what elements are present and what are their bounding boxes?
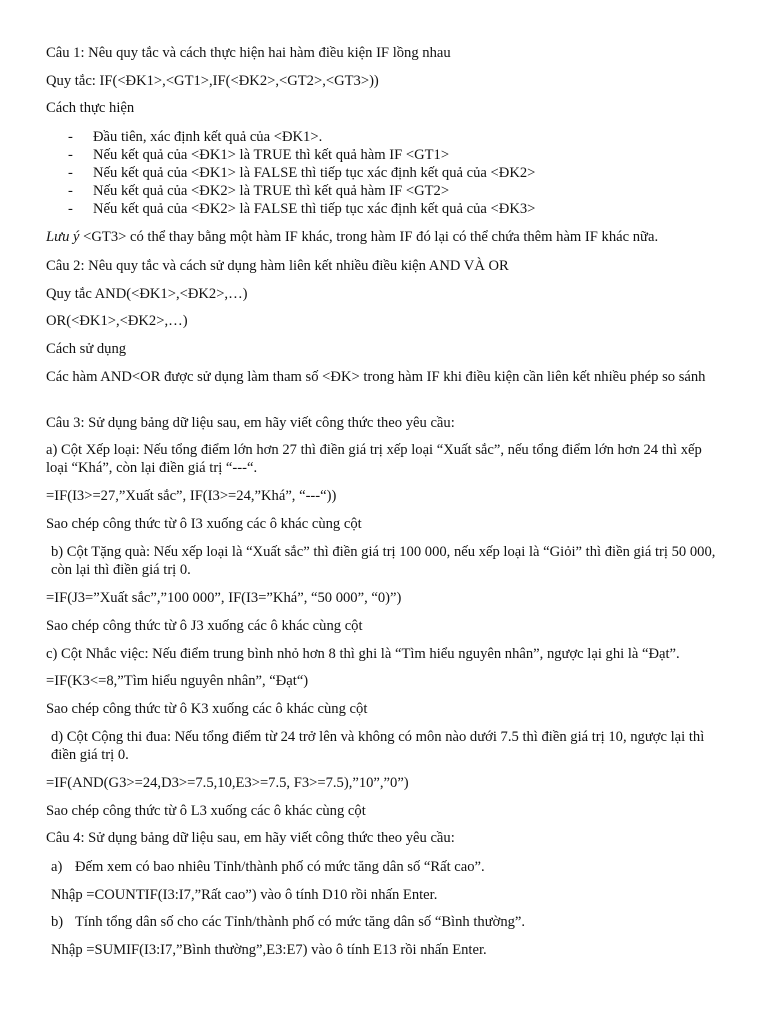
q1-step: Nếu kết quả của <ĐK2> là TRUE thì kết quả hàm IF <GT2> [93, 183, 450, 199]
q3-b-copy: Sao chép công thức từ ô J3 xuống các ô khác cùng cột [46, 618, 363, 634]
q1-step: Nếu kết quả của <ĐK1> là TRUE thì kết quả hàm IF <GT1> [93, 147, 450, 163]
q3-a-copy: Sao chép công thức từ ô I3 xuống các ô khác cùng cột [46, 516, 362, 532]
q2-usage-text: Các hàm AND<OR được sử dụng làm tham số <ĐK> trong hàm IF khi điều kiện cần liên kết nhiều phép so sánh [46, 369, 706, 385]
q3-b-text: b) Cột Tặng quà: Nếu xếp loại là “Xuất sắc” thì điền giá trị 100 000, nếu xếp loại là “Giỏi” thì điền giá trị 50 000, còn lại thì điền giá trị 0. [51, 544, 716, 578]
q1-note [46, 228, 658, 246]
q1-step: Nếu kết quả của <ĐK1> là FALSE thì tiếp tục xác định kết quả của <ĐK2> [93, 165, 536, 181]
q1-rule: Quy tắc: IF(<ĐK1>,<GT1>,IF(<ĐK2>,<GT2>,<GT3>)) [46, 73, 379, 89]
q2-title: Câu 2: Nêu quy tắc và cách sử dụng hàm liên kết nhiều điều kiện AND VÀ OR [46, 258, 509, 274]
q3-c-text: c) Cột Nhắc việc: Nếu điểm trung bình nhỏ hơn 8 thì ghi là “Tìm hiểu nguyên nhân”, ngược lại ghi là “Đạt”. [46, 646, 680, 662]
q3-title: Câu 3: Sử dụng bảng dữ liệu sau, em hãy viết công thức theo yêu cầu: [46, 415, 455, 431]
q1-note-label: Lưu ý [46, 229, 80, 245]
bullet-mark: - [68, 165, 73, 181]
q3-c-formula: =IF(K3<=8,”Tìm hiểu nguyên nhân”, “Đạt“) [46, 673, 309, 689]
q3-d-text: d) Cột Cộng thi đua: Nếu tổng điểm từ 24 trở lên và không có môn nào dưới 7.5 thì điền giá trị 10, ngược lại thì điền giá trị 0. [51, 729, 705, 763]
q1-step: Nếu kết quả của <ĐK2> là FALSE thì tiếp tục xác định kết quả của <ĐK3> [93, 201, 536, 217]
q4-b-answer: Nhập =SUMIF(I3:I7,”Bình thường”,E3:E7) vào ô tính E13 rồi nhấn Enter. [51, 942, 487, 958]
bullet-mark: - [68, 147, 73, 163]
bullet-mark: - [68, 183, 73, 199]
q4-b-text: Tính tổng dân số cho các Tỉnh/thành phố có mức tăng dân số “Bình thường”. [75, 914, 526, 930]
q3-a-text: a) Cột Xếp loại: Nếu tổng điểm lớn hơn 27 thì điền giá trị xếp loại “Xuất sắc”, nếu tổng điểm lớn hơn 24 thì xếp loại “Khá”, còn lại điền giá trị “---“. [46, 442, 702, 476]
bullet-mark: - [68, 201, 73, 217]
bullet-mark: - [68, 129, 73, 145]
q4-a-answer: Nhập =COUNTIF(I3:I7,”Rất cao”) vào ô tính D10 rồi nhấn Enter. [51, 887, 438, 903]
q1-method-heading: Cách thực hiện [46, 100, 135, 116]
q2-usage-heading: Cách sử dụng [46, 341, 127, 357]
q2-rule-and: Quy tắc AND(<ĐK1>,<ĐK2>,…) [46, 286, 248, 302]
q3-c-copy: Sao chép công thức từ ô K3 xuống các ô khác cùng cột [46, 701, 368, 717]
q1-title: Câu 1: Nêu quy tắc và cách thực hiện hai hàm điều kiện IF lồng nhau [46, 45, 451, 61]
q4-b-label: b) [51, 914, 64, 930]
q1-step: Đầu tiên, xác định kết quả của <ĐK1>. [93, 129, 323, 145]
q2-rule-or: OR(<ĐK1>,<ĐK2>,…) [46, 313, 188, 329]
q4-a-label: a) [51, 859, 63, 875]
q1-note-text: <GT3> có thể thay bằng một hàm IF khác, trong hàm IF đó lại có thể chứa thêm hàm IF khác nữa. [79, 229, 659, 245]
q4-title: Câu 4: Sử dụng bảng dữ liệu sau, em hãy viết công thức theo yêu cầu: [46, 830, 455, 846]
q4-a-text: Đếm xem có bao nhiêu Tỉnh/thành phố có mức tăng dân số “Rất cao”. [75, 859, 485, 875]
q3-a-formula: =IF(I3>=27,”Xuất sắc”, IF(I3>=24,”Khá”, “---“)) [46, 488, 337, 504]
q3-b-formula: =IF(J3=”Xuất sắc”,”100 000”, IF(I3=”Khá”, “50 000”, “0)”) [46, 590, 402, 606]
q3-d-copy: Sao chép công thức từ ô L3 xuống các ô khác cùng cột [46, 803, 366, 819]
q3-d-formula: =IF(AND(G3>=24,D3>=7.5,10,E3>=7.5, F3>=7.5),”10”,”0”) [46, 775, 409, 791]
